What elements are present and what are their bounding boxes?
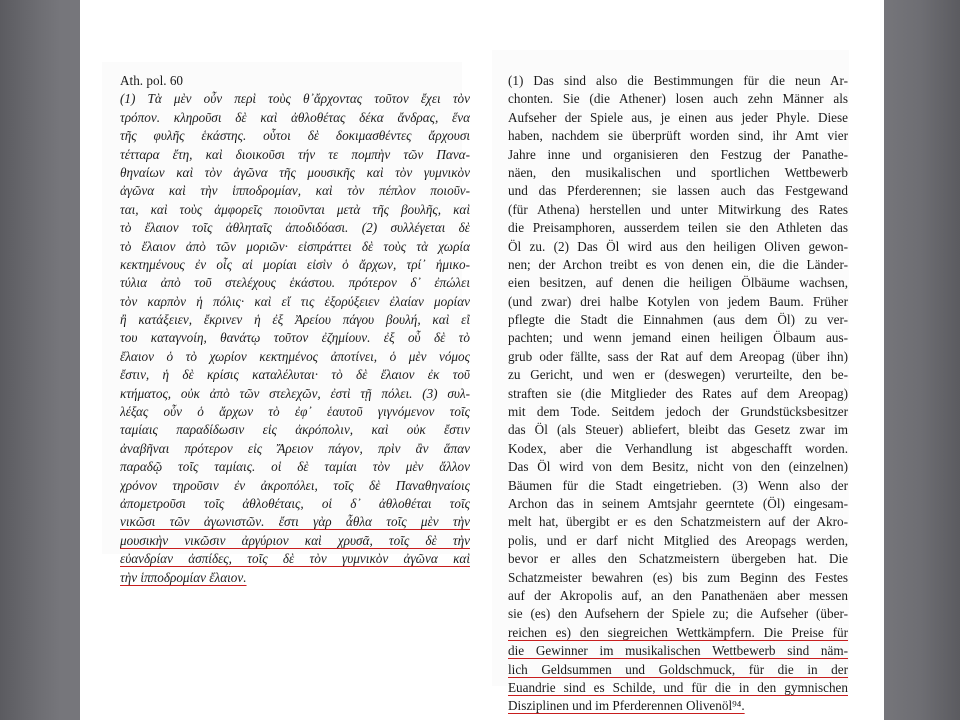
text-line: τὴν ἱπποδρομίαν ἔλαιον. bbox=[120, 569, 247, 585]
text-line: λέξας οὖν ὁ ἄρχων τὸ ἐφ᾽ ἑαυτοῦ γιγνόμενον τοῖς bbox=[120, 404, 470, 420]
text-line: auf der Akropolis auf, an den Panathenäen aber messen bbox=[508, 587, 848, 603]
source-reference: Ath. pol. 60 bbox=[120, 73, 184, 88]
text-line: του καταγνοίη, θανάτῳ τοῦτον ἐζημίουν. ἐξ οὗ δὲ τὸ bbox=[120, 330, 470, 346]
text-line: (1) Τὰ μὲν οὖν περὶ τοὺς θ᾽ἄρχοντας τοῦτον ἔχει τὸν bbox=[120, 91, 470, 107]
text-line: die Gewinner im musikalischen Wettbewerb sind näm- bbox=[508, 643, 848, 659]
text-line: mit dem Tode. Seitdem jedoch der Grundstücksbesitzer bbox=[508, 404, 848, 420]
text-line: lich Geldsummen und Goldschmuck, für die in der bbox=[508, 661, 848, 677]
german-translation-column bbox=[508, 72, 848, 716]
text-line: chonten. Sie (die Athener) losen auch zehn Männer als bbox=[508, 91, 848, 107]
text-line: τέτταρα ἔτη, καὶ διοικοῦσι τήν τε πομπὴν τῶν Πανα- bbox=[120, 146, 470, 162]
text-line: ἔστιν, ἡ δὲ κρίσις καταλέλυται· τὸ δὲ ἔλαιον ἐκ τοῦ bbox=[120, 367, 470, 383]
text-line: θηναίων καὶ τὸν ἀγῶνα τῆς μουσικῆς καὶ τὸν γυμνικὸν bbox=[120, 164, 470, 180]
text-line: Das Öl wird von dem Besitz, nicht von den (einzelnen) bbox=[508, 459, 848, 475]
greek-text-column bbox=[120, 72, 470, 587]
text-line: die Preisamphoren, ausserdem teilen sie den Athleten das bbox=[508, 220, 848, 236]
slide bbox=[80, 0, 884, 720]
text-line: εὐανδρίαν ἀσπίδες, τοῖς δὲ τὸν γυμνικὸν ἀγῶνα καὶ bbox=[120, 551, 470, 567]
text-line: nen; der Archon treibt es von denen ein, die die Länder- bbox=[508, 256, 848, 272]
text-line: Disziplinen und im Pferderennen Olivenöl⁹⁴. bbox=[508, 698, 745, 714]
text-line: Jahre inne und organisieren den Festzug der Panathe- bbox=[508, 146, 848, 162]
text-line: haben, nachdem sie überprüft worden sind, ihr Amt vier bbox=[508, 128, 848, 144]
text-line: ἢ κατάξειεν, ἔκρινεν ἡ ἐξ Ἀρείου πάγου βουλή, καὶ εἴ bbox=[120, 312, 470, 328]
text-line: bevor er alles den Schatzmeistern übergeben hat. Die bbox=[508, 551, 848, 567]
text-line: κτήματος, οὐκ ἀπὸ τῶν στελεχῶν, ἐστὶ τῇ πόλει. (3) συλ- bbox=[120, 385, 470, 401]
text-line: (und zwar) drei halbe Kotylen von jedem Baum. Früher bbox=[508, 293, 848, 309]
text-line: melt hat, übergibt er es den Schatzmeistern auf der Akro- bbox=[508, 514, 848, 530]
text-line: Euandrie sind es Schilde, und für die in den gymnischen bbox=[508, 679, 848, 695]
text-line: ἀγῶνα καὶ τὴν ἱπποδρομίαν, καὶ τὸν πέπλον ποιοῦν- bbox=[120, 183, 470, 199]
text-line: polis, und er darf nicht Mitglied des Areopags werden, bbox=[508, 532, 848, 548]
text-line: Archon das in seinem Amtsjahr geerntete (Öl) eingesam- bbox=[508, 495, 848, 511]
text-line: zu Gericht, und wen er (deswegen) verurteilte, den be- bbox=[508, 367, 848, 383]
text-line: τῆς φυλῆς ἑκάστης. οὗτοι δὲ δοκιμασθέντες ἄρχουσι bbox=[120, 128, 470, 144]
text-line: (1) Das sind also die Bestimmungen für die neun Ar- bbox=[508, 73, 848, 88]
german-text-block bbox=[508, 72, 848, 716]
text-line: τρόπον. κληροῦσι δὲ καὶ ἀθλοθέτας δέκα ἄνδρας, ἕνα bbox=[120, 109, 470, 125]
text-line: τὸ ἔλαιον τοῖς ἀθληταῖς ἀποδιδόασι. (2) συλλέγεται δὲ bbox=[120, 220, 470, 236]
text-line: ται, καὶ τοὺς ἀμφορεῖς ποιοῦνται μετὰ τῆς βουλῆς, καὶ bbox=[120, 201, 470, 217]
text-line: τύλια ἀπὸ τοῦ στελέχους ἑκάστου. πρότερον δ᾽ ἐπώλει bbox=[120, 275, 470, 291]
text-line: näen, den musikalischen und sportlichen Wettbewerb bbox=[508, 164, 848, 180]
text-line: ἔλαιον ὁ τὸ χωρίον κεκτημένος ἀποτίνει, ὁ μὲν νόμος bbox=[120, 348, 470, 364]
text-line: eien besitzen, auf denen die heiligen Ölbäume wachsen, bbox=[508, 275, 848, 291]
text-line: straften sie (die Mitglieder des Rates auf dem Areopag) bbox=[508, 385, 848, 401]
text-line: das Öl (als Steuer) abliefert, bleibt das Gesetz zwar im bbox=[508, 422, 848, 438]
text-line: Kodex, aber die Verhandlung ist abgeschafft worden. bbox=[508, 440, 848, 456]
text-line: παραδῷ τοῖς ταμίαις. οἱ δὲ ταμίαι τὸν μὲν ἄλλον bbox=[120, 459, 470, 475]
text-line: und das Pferderennen; sie lassen auch das Festgewand bbox=[508, 183, 848, 199]
text-line: τὸν καρπὸν ἡ πόλις· καὶ εἴ τις ἐξορύξειεν ἐλαίαν μορίαν bbox=[120, 293, 470, 309]
greek-text-block bbox=[120, 90, 470, 587]
text-line: (für Athena) herstellen und unter Mitwirkung des Rates bbox=[508, 201, 848, 217]
text-line: pachten; und wenn jemand einen heiligen Ölbaum aus- bbox=[508, 330, 848, 346]
text-line: Bäumen für die Stadt eingetrieben. (3) Wenn also der bbox=[508, 477, 848, 493]
text-line: Aufseher der Spiele aus, je einen aus jeder Phyle. Diese bbox=[508, 109, 848, 125]
text-line: ταμίαις παραδίδωσιν εἰς ἀκρόπολιν, καὶ οὐκ ἔστιν bbox=[120, 422, 470, 438]
text-line: μουσικὴν νικῶσιν ἀργύριον καὶ χρυσᾶ, τοῖς δὲ τὴν bbox=[120, 532, 470, 548]
text-line: κεκτημένους ἐν οἷς αἱ μορίαι εἰσὶν ὁ ἄρχων, τρί᾽ ἡμικο- bbox=[120, 256, 470, 272]
text-line: τὸ ἔλαιον ἀπὸ τῶν μοριῶν· εἰσπράττει δὲ τοὺς τὰ χωρία bbox=[120, 238, 470, 254]
text-line: Öl zu. (2) Das Öl wird aus den heiligen Oliven gewon- bbox=[508, 238, 848, 254]
text-line: Schatzmeister bewahren (es) bis zum Beginn des Festes bbox=[508, 569, 848, 585]
text-line: grub oder fällte, sass der Rat auf dem Areopag (über ihn) bbox=[508, 348, 848, 364]
text-line: pflegte die Stadt die Einnahmen (aus dem Öl) zu ver- bbox=[508, 312, 848, 328]
text-line: sie (es) den Aufsehern der Spiele zu; die Aufseher (über- bbox=[508, 606, 848, 622]
text-line: νικῶσι τῶν ἀγωνιστῶν. ἔστι γὰρ ἆθλα τοῖς μὲν τὴν bbox=[120, 514, 470, 530]
text-line: ἀπομετροῦσι τοῖς ἀθλοθέταις, οἱ δ᾽ ἀθλοθέται τοῖς bbox=[120, 496, 470, 511]
text-line: reichen es) den siegreichen Wettkämpfern. Die Preise für bbox=[508, 624, 848, 640]
text-line: χρόνον τηροῦσιν ἐν ἀκροπόλει, τοῖς δὲ Παναθηναίοις bbox=[120, 477, 470, 493]
text-line: ἀναβῆναι πρότερον εἰς Ἄρειον πάγον, πρὶν ἂν ἅπαν bbox=[120, 440, 470, 456]
